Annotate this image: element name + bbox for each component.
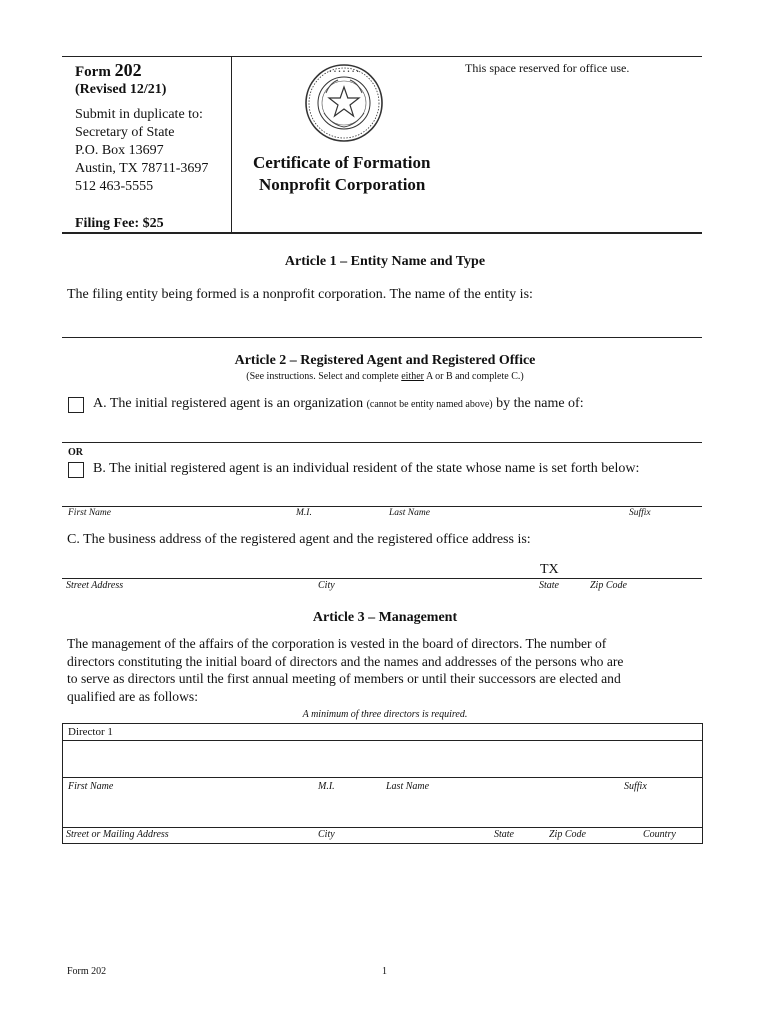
option-a-small: (cannot be entity named above) [366, 399, 493, 410]
director-mi-caption: M.I. [318, 781, 335, 792]
entity-name-line[interactable] [62, 337, 702, 338]
option-b-checkbox[interactable] [68, 462, 84, 478]
director-address-rule [62, 827, 703, 828]
submit-line-1: Submit in duplicate to: [75, 107, 203, 122]
director-first-name-caption: First Name [68, 781, 114, 792]
director-city-caption: City [318, 829, 335, 840]
header-top-rule [62, 56, 702, 57]
street-address-caption: Street Address [66, 580, 124, 591]
title-line-1: Certificate of Formation [253, 153, 431, 172]
director-state-caption: State [494, 829, 514, 840]
option-c-label: C. The business address of the registered agent and the registered office address is: [67, 532, 531, 547]
option-a-main: A. The initial registered agent is an organization [93, 396, 367, 411]
article1-text: The filing entity being formed is a nonprofit corporation. The name of the entity is: [67, 287, 533, 302]
header-bottom-rule [62, 232, 702, 234]
article3-paragraph-line-1: The management of the affairs of the corporation is vested in the board of directors. The number of [67, 636, 607, 651]
form-number: 202 [114, 60, 142, 80]
submit-line-4: Austin, TX 78711-3697 [75, 161, 209, 176]
minimum-directors-note: A minimum of three directors is required. [302, 709, 468, 720]
footer-form-number: Form 202 [67, 966, 107, 977]
director-address-field[interactable] [63, 795, 702, 827]
state-caption: State [539, 580, 559, 591]
submit-line-2: Secretary of State [75, 125, 175, 140]
organization-name-line[interactable] [62, 442, 702, 443]
agent-name-line[interactable] [62, 506, 702, 507]
agent-suffix-caption: Suffix [629, 508, 651, 518]
state-value-tx: TX [540, 562, 559, 577]
footer-page-number: 1 [382, 966, 387, 977]
title-line-2: Nonprofit Corporation [259, 175, 426, 194]
article3-heading: Article 3 – Management [312, 610, 458, 625]
submit-line-5: 512 463-5555 [75, 179, 154, 194]
header-divider [231, 56, 232, 233]
article3-paragraph-line-3: to serve as directors until the first annual meeting of members or until their successors are elected and [67, 671, 621, 686]
or-label: OR [68, 447, 83, 458]
office-use-note: This space reserved for office use. [465, 61, 630, 75]
form-number-label [75, 60, 142, 81]
director-last-name-caption: Last Name [386, 781, 430, 792]
form-word: Form [75, 64, 111, 80]
article2-note-pre: (See instructions. Select and complete [246, 371, 402, 382]
article2-note-post: A or B and complete C.) [424, 371, 524, 382]
director-name-rule [62, 777, 703, 778]
article3-paragraph-line-2: directors constituting the initial board of directors and the names and addresses of the persons who are [67, 654, 624, 669]
state-seal-icon [304, 63, 384, 143]
agent-last-name-caption: Last Name [389, 508, 430, 518]
article1-heading: Article 1 – Entity Name and Type [284, 254, 486, 269]
option-a-end: by the name of: [492, 396, 584, 411]
article2-note [0, 371, 770, 382]
director-suffix-caption: Suffix [624, 781, 647, 792]
director-name-field[interactable] [63, 741, 702, 777]
submit-line-3: P.O. Box 13697 [75, 143, 164, 158]
director-country-caption: Country [643, 829, 676, 840]
filing-fee: Filing Fee: $25 [75, 216, 164, 231]
agent-first-name-caption: First Name [68, 508, 112, 518]
svg-text:• • • • • • •: • • • • • • • [328, 69, 360, 75]
article2-note-either: either [401, 371, 424, 382]
article3-paragraph-line-4: qualified are as follows: [67, 689, 198, 704]
option-b-label: B. The initial registered agent is an individual resident of the state whose name is set forth below: [93, 461, 640, 476]
city-caption: City [318, 580, 335, 591]
director-1-label: Director 1 [68, 726, 113, 738]
option-a-label [93, 396, 584, 412]
director-street-caption: Street or Mailing Address [66, 829, 169, 840]
revised-date: (Revised 12/21) [75, 82, 167, 97]
option-a-checkbox[interactable] [68, 397, 84, 413]
director-zip-caption: Zip Code [549, 829, 586, 840]
agent-mi-caption: M.I. [296, 508, 312, 518]
article2-heading: Article 2 – Registered Agent and Registered Office [234, 353, 536, 368]
office-address-line[interactable] [62, 578, 702, 579]
zip-code-caption: Zip Code [590, 580, 627, 591]
